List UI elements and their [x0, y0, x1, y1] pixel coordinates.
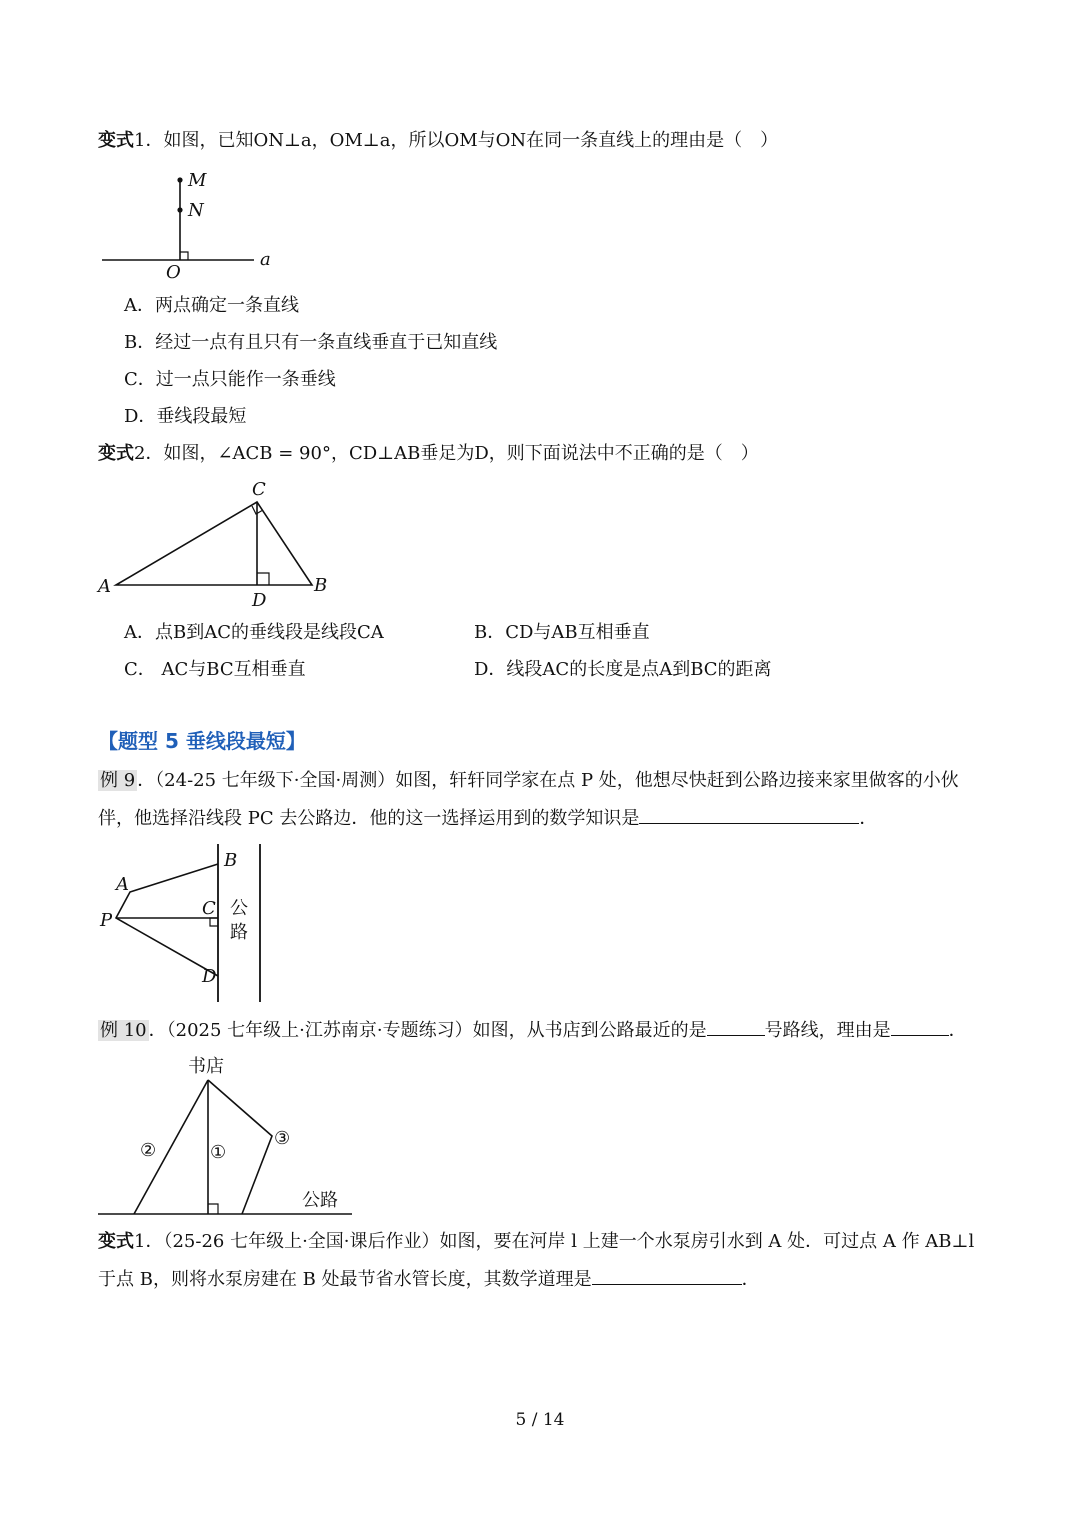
right-angle-mark-c: [210, 918, 218, 926]
question-text: 1．（25-26 七年级上·全国·课后作业）如图，要在河岸 l 上建一个水泵房引水到 A 处．可过点 A 作 AB⊥l: [134, 1231, 975, 1252]
label-bookstore: 书店: [188, 1056, 224, 1077]
variant-3-line-1: [98, 1229, 974, 1255]
example-text: 伴，他选择沿线段 PC 去公路边．他的这一选择运用到的数学知识是: [98, 808, 640, 829]
variant-label: 变式: [98, 1231, 134, 1252]
section-title: 【题型 5 垂线段最短】: [98, 729, 306, 753]
example-10: 例 10 ．（2025 七年级上·江苏南京·专题练习）如图，从书店到公路最近的是 号路线，理由是 ．: [98, 1017, 967, 1044]
label-c: C: [202, 898, 216, 919]
answer-blank[interactable]: [639, 805, 859, 824]
option-a: A．点B到AC的垂线段是线段CA: [124, 622, 384, 643]
question-text: 于点 B，则将水泵房建在 B 处最节省水管长度，其数学道理是: [98, 1269, 592, 1290]
label-b: B: [314, 575, 328, 596]
variant-label: 变式: [98, 130, 134, 151]
label-road-1: 公: [230, 898, 248, 919]
example-text: ．（24-25 七年级下·全国·周测）如图，轩轩同学家在点 P 处，他想尽快赶到公路边接来家里做客的小伙: [137, 770, 959, 791]
variant-3-line-2: 于点 B，则将水泵房建在 B 处最节省水管长度，其数学道理是 ．: [98, 1266, 760, 1293]
example-label: 例 9: [100, 770, 136, 791]
label-route-2: ②: [140, 1140, 157, 1161]
right-angle-mark-d: [257, 573, 269, 585]
figure-road-p: [92, 840, 292, 1010]
triangle-abc: [116, 502, 312, 585]
example-9-line-1: [98, 768, 959, 794]
option-b: B．CD与AB互相垂直: [474, 622, 650, 643]
answer-blank[interactable]: [592, 1266, 742, 1285]
option-d: D．垂线段最短: [124, 406, 247, 427]
label-b: B: [224, 850, 238, 871]
example-text: ．（2025 七年级上·江苏南京·专题练习）如图，从书店到公路最近的是: [148, 1020, 707, 1041]
option-b: B．经过一点有且只有一条直线垂直于已知直线: [124, 332, 498, 353]
variant-1-question: [98, 128, 778, 154]
figure-bookstore-road: [94, 1050, 364, 1220]
label-n: N: [188, 200, 204, 221]
option-a: A．两点确定一条直线: [124, 295, 299, 316]
example-9-line-2: 伴，他选择沿线段 PC 去公路边．他的这一选择运用到的数学知识是 ．: [98, 805, 877, 832]
figure-right-triangle: [92, 474, 342, 614]
answer-blank-reason[interactable]: [891, 1017, 949, 1036]
question-text: 2．如图，∠ACB = 90°，CD⊥AB垂足为D，则下面说法中不正确的是（ ）: [134, 443, 759, 464]
page-number: 5 / 14: [515, 1410, 565, 1430]
option-d: D．线段AC的长度是点A到BC的距离: [474, 659, 772, 680]
answer-blank-route[interactable]: [707, 1017, 765, 1036]
label-o: O: [166, 262, 181, 283]
path-b-a-p-d: [116, 864, 218, 976]
label-a: a: [260, 249, 271, 270]
point-n: [177, 207, 182, 212]
option-c: C． AC与BC互相垂直: [124, 659, 306, 680]
label-p: P: [100, 910, 113, 931]
figure-perpendicular-mn: [96, 164, 286, 284]
option-c: C．过一点只能作一条垂线: [124, 369, 336, 390]
variant-label: 变式: [98, 443, 134, 464]
label-a: A: [98, 576, 111, 597]
example-label: 例 10: [100, 1020, 147, 1041]
variant-2-question: [98, 441, 759, 467]
label-c: C: [252, 479, 266, 500]
label-road: 公路: [302, 1190, 338, 1211]
label-d: D: [202, 966, 217, 987]
right-angle-mark: [180, 252, 188, 260]
point-m: [177, 177, 182, 182]
label-m: M: [188, 170, 207, 191]
label-route-3: ③: [274, 1128, 291, 1149]
label-d: D: [252, 590, 267, 611]
label-road-2: 路: [230, 922, 248, 943]
label-a: A: [116, 874, 129, 895]
right-angle-mark: [208, 1204, 218, 1214]
label-route-1: ①: [210, 1142, 227, 1163]
question-text: 1．如图，已知ON⊥a，OM⊥a，所以OM与ON在同一条直线上的理由是（ ）: [134, 130, 779, 151]
